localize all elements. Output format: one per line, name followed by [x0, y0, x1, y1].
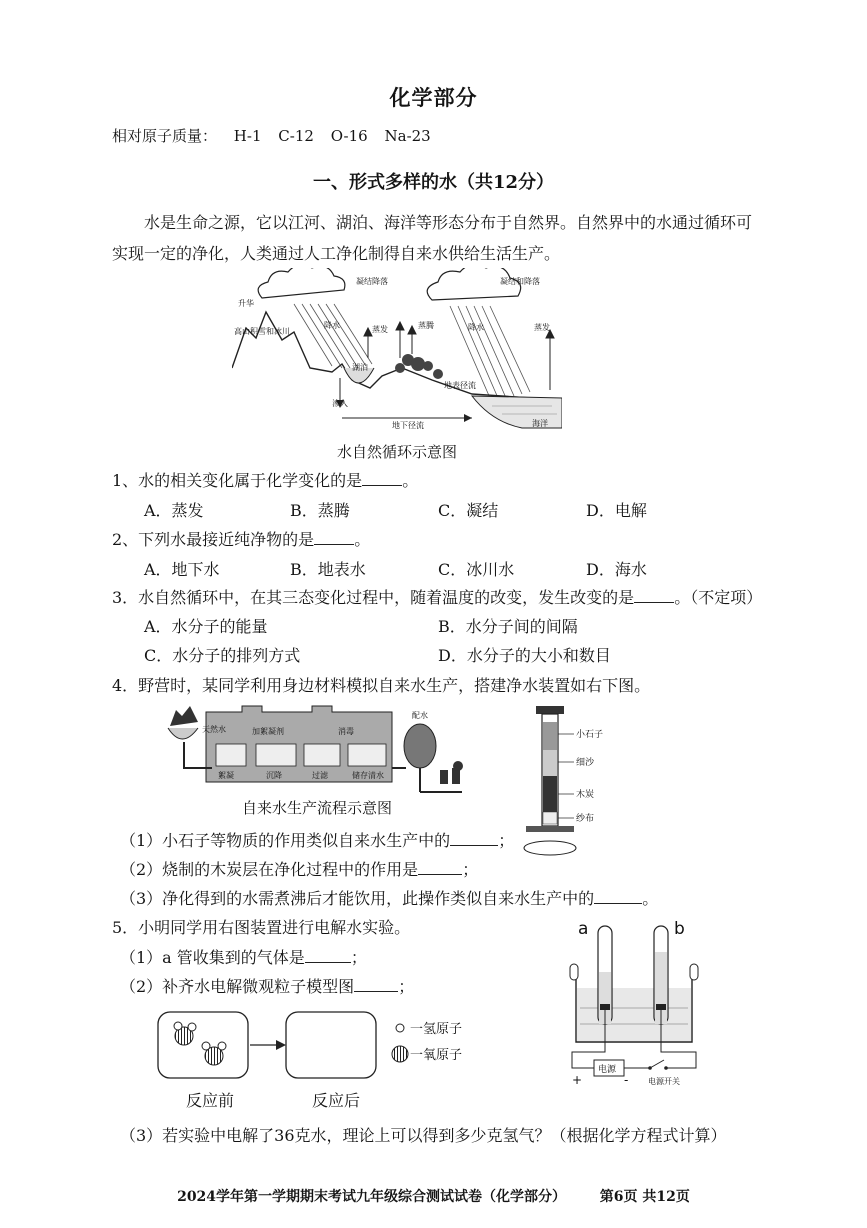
tube-b-label: b [674, 919, 685, 939]
answer-blank[interactable] [362, 471, 402, 486]
cycle-label: 降水 [468, 323, 484, 332]
q4-sub2 [120, 857, 478, 880]
cycle-label: 地表径流 [444, 381, 476, 390]
cycle-label: 海洋 [532, 419, 548, 428]
answer-blank[interactable] [594, 889, 642, 904]
plant-caption: 自来水生产流程示意图 [241, 799, 392, 817]
minus-sign: - [624, 1073, 629, 1087]
water-plant-figure [162, 702, 472, 798]
question-end: ； [398, 977, 415, 996]
legend-hydrogen: 一氢原子 [410, 1022, 463, 1037]
answer-blank[interactable] [305, 948, 351, 963]
plus-sign: + [572, 1073, 583, 1087]
question-4: 4．野营时，某同学利用身边材料模拟自来水生产，搭建净水装置如右下图。 [112, 676, 651, 695]
answer-blank[interactable] [314, 530, 354, 545]
question-end: 。 [402, 471, 419, 490]
page-footer [0, 1186, 867, 1206]
page-title: 化学部分 [389, 85, 478, 110]
after-label: 反应后 [312, 1091, 361, 1110]
question-end: ； [462, 860, 479, 879]
q2-option-d: D．海水 [586, 560, 647, 579]
q5-sub3: （3）若实验中电解了36克水，理论上可以得到多少克氢气？（根据化学方程式计算） [120, 1126, 727, 1145]
tube-a-label: a [578, 919, 589, 939]
cycle-label: 蒸发 [372, 325, 388, 334]
question-text: （1）小石子等物质的作用类似自来水生产中的 [120, 831, 451, 850]
plant-label: 过滤 [312, 771, 328, 780]
question-text: （2）补齐水电解微观粒子模型图 [120, 977, 355, 996]
plant-label: 配水 [412, 711, 428, 720]
atomic-mass-line [112, 125, 443, 146]
electrolysis-apparatus [566, 912, 716, 1088]
question-text: （1）a 管收集到的气体是 [120, 948, 305, 967]
filter-label: 木炭 [576, 790, 595, 800]
cycle-label: 蒸腾 [418, 321, 434, 330]
q2-option-a: A．地下水 [144, 560, 220, 579]
q4-sub3 [120, 886, 658, 909]
q5-sub1 [120, 945, 367, 968]
cycle-label: 渗入 [332, 399, 348, 408]
section-heading: 一、形式多样的水（共12分） [312, 172, 555, 193]
plant-label: 储存清水 [352, 771, 384, 780]
filter-column-figure [512, 702, 622, 862]
answer-blank[interactable] [418, 860, 462, 875]
cycle-label: 凝结和降落 [500, 277, 540, 286]
q3-option-a: A．水分子的能量 [144, 617, 268, 636]
plant-label: 天然水 [202, 725, 226, 734]
legend-oxygen: 一氧原子 [410, 1048, 463, 1063]
q1-option-a: A．蒸发 [144, 501, 204, 520]
question-1 [112, 468, 418, 491]
question-5: 5．小明同学用右图装置进行电解水实验。 [112, 918, 411, 937]
before-label: 反应前 [186, 1091, 235, 1110]
question-end: 。 [354, 530, 371, 549]
water-cycle-figure [232, 268, 562, 440]
answer-blank[interactable] [634, 588, 674, 603]
cycle-label: 升华 [238, 299, 254, 308]
question-end: 。 [642, 889, 659, 908]
cycle-label: 凝结降落 [356, 277, 388, 286]
question-stem: 2、下列水最接近纯净物的是 [112, 530, 315, 549]
switch-label: 电源开关 [648, 1077, 680, 1086]
q1-option-d: D．电解 [586, 501, 647, 520]
cycle-label: 湖泊 [352, 363, 368, 372]
question-end: ； [498, 831, 515, 850]
q4-sub1 [120, 828, 514, 851]
question-3 [112, 585, 762, 608]
question-stem: 1、水的相关变化属于化学变化的是 [112, 471, 363, 490]
plant-label: 沉降 [266, 771, 282, 780]
question-text: （2）烧制的木炭层在净化过程中的作用是 [120, 860, 419, 879]
question-stem: 3．水自然循环中，在其三态变化过程中，随着温度的改变，发生改变的是 [112, 588, 635, 607]
q3-option-b: B．水分子间的间隔 [438, 617, 578, 636]
q3-option-c: C．水分子的排列方式 [144, 646, 301, 665]
question-text: （3）净化得到的水需煮沸后才能饮用，此操作类似自来水生产中的 [120, 889, 595, 908]
answer-blank[interactable] [450, 831, 498, 846]
filter-label: 纱布 [576, 814, 595, 824]
footer-page-number: 第6页 共12页 [599, 1189, 690, 1205]
molecule-model [156, 1008, 486, 1088]
filter-label: 小石子 [576, 730, 604, 740]
answer-blank[interactable] [354, 977, 398, 992]
cycle-label: 降水 [324, 321, 340, 330]
footer-exam-title: 2024学年第一学期期末考试九年级综合测试试卷（化学部分） [177, 1189, 567, 1205]
cycle-label: 地下径流 [392, 421, 424, 430]
question-2 [112, 527, 370, 550]
plant-label: 加絮凝剂 [252, 727, 284, 736]
q3-option-d: D．水分子的大小和数目 [438, 646, 611, 665]
atomic-mass-item: Na-23 [384, 127, 431, 145]
atomic-mass-label: 相对原子质量： [112, 127, 218, 145]
cycle-label: 高山积雪和冰川 [234, 327, 290, 336]
q2-option-b: B．地表水 [290, 560, 366, 579]
q5-sub2 [120, 974, 414, 997]
question-end: 。（不定项） [674, 588, 763, 607]
intro-paragraph: 水是生命之源，它以江河、湖泊、海洋等形态分布于自然界。自然界中的水通过循环可实现一定的净化，人类通过人工净化制得自来水供给生活生产。 [112, 213, 753, 263]
cycle-label: 蒸发 [534, 323, 550, 332]
q1-option-c: C．凝结 [438, 501, 499, 520]
atomic-mass-item: C-12 [278, 127, 314, 145]
cycle-caption: 水自然循环示意图 [336, 443, 457, 461]
q2-option-c: C．冰川水 [438, 560, 515, 579]
atomic-mass-item: H-1 [233, 127, 262, 145]
atomic-mass-item: O-16 [330, 127, 368, 145]
filter-label: 细沙 [576, 758, 595, 768]
power-label: 电源 [598, 1065, 617, 1075]
question-end: ； [350, 948, 367, 967]
q1-option-b: B．蒸腾 [290, 501, 350, 520]
plant-label: 絮凝 [218, 771, 234, 780]
plant-label: 消毒 [338, 727, 354, 736]
